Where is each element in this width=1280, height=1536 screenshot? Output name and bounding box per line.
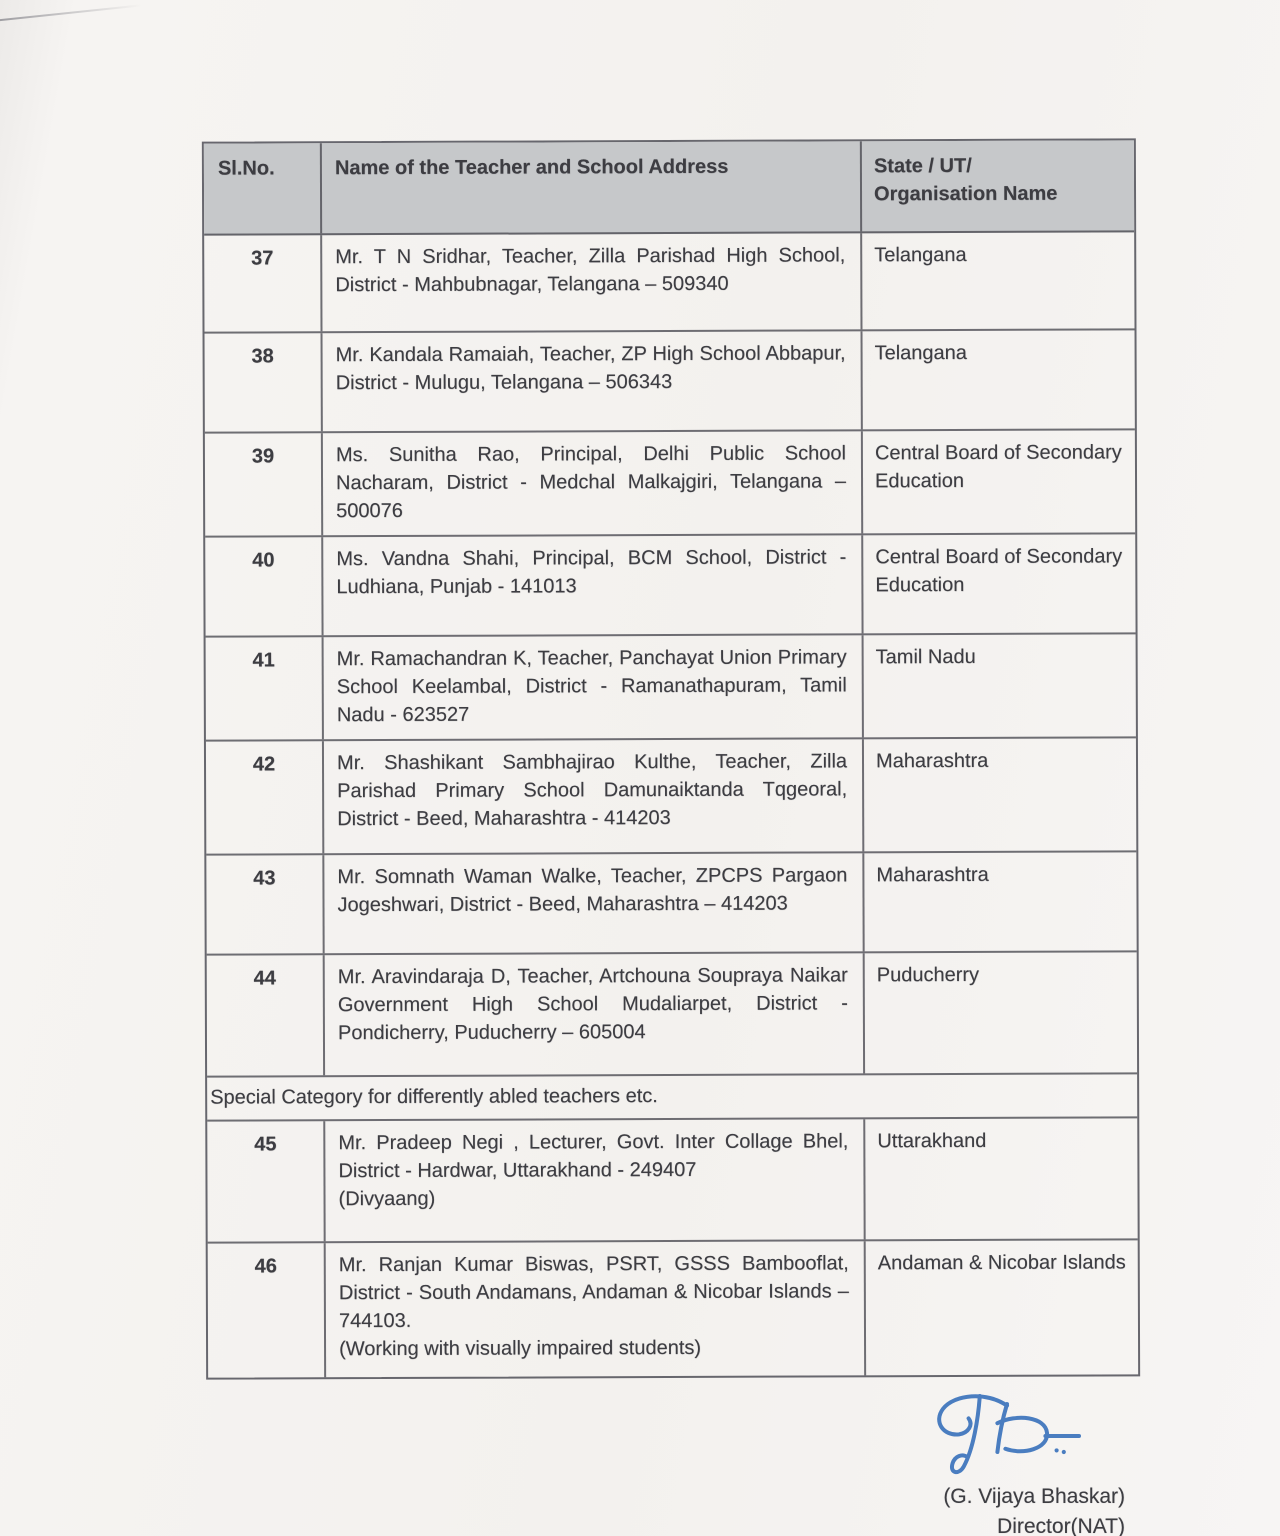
table-row	[207, 1118, 1137, 1243]
cell-state: Puducherry	[876, 963, 980, 987]
cell-state: Central Board of Secondary Education	[874, 441, 1122, 493]
signatory-name: (G. Vijaya Bhaskar)	[943, 1485, 1125, 1508]
cell-serial-number: 45	[207, 1121, 325, 1241]
cell-teacher-details: Mr. Ramachandran K, Teacher, Panchayat Union Primary School Keelambal, District - Ramanathapuram, Tamil Nadu - 623527	[324, 635, 864, 739]
teacher-name-address: Mr. Pradeep Negi , Lecturer, Govt. Inter Collage Bhel, District - Hardwar, Uttarakhand - 249407	[338, 1130, 849, 1183]
cell-serial-number: 40	[205, 537, 323, 635]
col-header-state-line1: State / UT/	[873, 154, 972, 178]
teacher-note: (Working with visually impaired students)	[339, 1336, 702, 1361]
cell-state: Maharashtra	[876, 863, 989, 887]
table-row	[205, 534, 1135, 637]
special-category-section-row	[207, 1074, 1137, 1121]
cell-serial-number: 37	[204, 235, 322, 331]
table-row	[205, 430, 1135, 537]
teacher-name-address: Mr. Ranjan Kumar Biswas, PSRT, GSSS Bambooflat, District - South Andamans, Andaman & Nicobar Islands – 744103.	[338, 1252, 849, 1333]
cell-state: Central Board of Secondary Education	[875, 545, 1123, 597]
cell-teacher-details: Ms. Vandna Shahi, Principal, BCM School, District - Ludhiana, Punjab - 141013	[323, 535, 863, 635]
cell-teacher-details: Mr. Somnath Waman Walke, Teacher, ZPCPS Pargaon Jogeshwari, District - Beed, Maharashtra – 414203	[324, 853, 864, 953]
cell-serial-number: 38	[205, 333, 323, 431]
cell-state: Maharashtra	[875, 749, 989, 773]
table-row	[204, 232, 1134, 333]
cell-teacher-details: Mr. Aravindaraja D, Teacher, Artchouna Soupraya Naikar Government High School Mudaliarpet, District - Pondicherry, Puducherry – 605004	[325, 953, 865, 1075]
cell-teacher-details	[326, 1241, 866, 1377]
teacher-note: (Divyaang)	[338, 1187, 436, 1211]
signatory-title: Director(NAT)	[997, 1515, 1125, 1536]
cell-serial-number: 41	[206, 637, 324, 739]
cell-serial-number: 42	[206, 741, 324, 853]
table-header-row	[204, 140, 1134, 235]
cell-state: Tamil Nadu	[875, 645, 976, 669]
cell-teacher-details	[325, 1119, 865, 1241]
col-header-state-line2: Organisation Name	[873, 182, 1058, 206]
handwritten-signature-icon	[887, 1388, 1087, 1480]
cell-serial-number: 46	[208, 1243, 326, 1377]
cell-serial-number: 39	[205, 433, 323, 535]
table-row	[206, 852, 1136, 955]
cell-state: Andaman & Nicobar Islands	[877, 1251, 1126, 1275]
awarded-teachers-table	[202, 138, 1140, 1379]
cell-state: Uttarakhand	[877, 1129, 987, 1153]
table-row	[206, 634, 1136, 741]
table-row	[207, 952, 1137, 1077]
table-row	[208, 1240, 1138, 1377]
col-header-slno: Sl.No.	[204, 143, 322, 233]
cell-serial-number: 44	[207, 955, 325, 1075]
cell-state: Telangana	[874, 341, 967, 365]
cell-teacher-details: Mr. Shashikant Sambhajirao Kulthe, Teacher, Zilla Parishad Primary School Damunaiktanda Tqgeoral, District - Beed, Maharashtra - 414203	[324, 739, 864, 853]
col-header-state	[862, 140, 1134, 231]
special-category-label: Special Category for differently abled teachers etc.	[210, 1085, 658, 1109]
cell-serial-number: 43	[206, 855, 324, 953]
scan-artifact-line	[0, 4, 141, 22]
cell-teacher-details: Mr. T N Sridhar, Teacher, Zilla Parishad High School, District - Mahbubnagar, Telangana – 509340	[322, 233, 862, 331]
col-header-name: Name of the Teacher and School Address	[322, 141, 862, 233]
table-row	[206, 738, 1136, 855]
signature-block	[785, 1388, 1125, 1536]
table-row	[205, 330, 1135, 433]
cell-teacher-details: Ms. Sunitha Rao, Principal, Delhi Public School Nacharam, District - Medchal Malkajgiri, Telangana – 500076	[323, 431, 863, 535]
cell-state: Telangana	[874, 243, 967, 267]
cell-teacher-details: Mr. Kandala Ramaiah, Teacher, ZP High School Abbapur, District - Mulugu, Telangana – 506343	[323, 331, 863, 431]
